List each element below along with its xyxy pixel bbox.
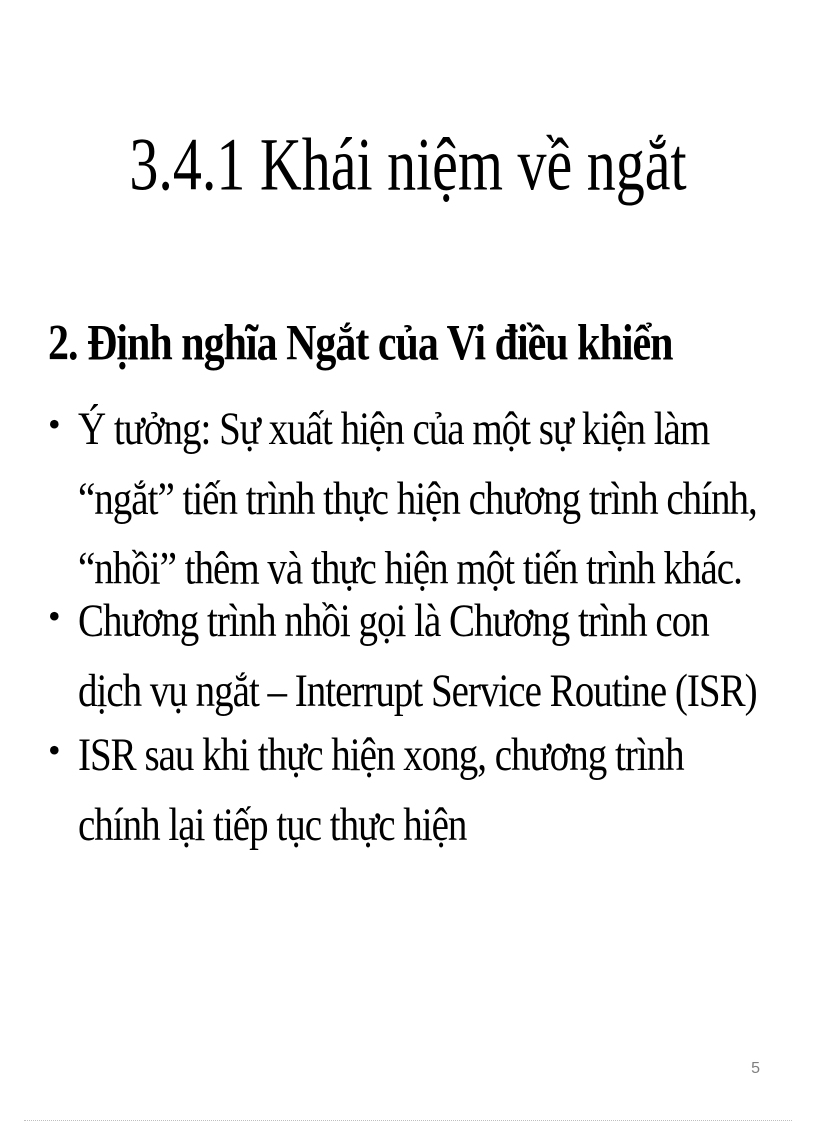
- bullet-list: [48, 395, 788, 855]
- bullet-text: ISR sau khi thực hiện xong, chương trình chính lại tiếp tục thực hiện: [78, 729, 684, 851]
- bottom-divider: [24, 1120, 792, 1121]
- list-item: [48, 587, 788, 717]
- bullet-icon: •: [48, 404, 60, 444]
- bullet-text: Ý tưởng: Sự xuất hiện của một sự kiện làm “ngắt” tiến trình thực hiện chương trình chính, “nhồi” thêm và thực hiện một tiến trình khác.: [78, 403, 757, 595]
- bullet-text: Chương trình nhồi gọi là Chương trình con dịch vụ ngắt – Interrupt Service Routine (ISR): [78, 595, 757, 717]
- list-item: [48, 395, 788, 595]
- page-number: 5: [751, 1060, 760, 1077]
- list-item: [48, 721, 788, 851]
- bullet-icon: •: [48, 596, 60, 636]
- bullet-icon: •: [48, 730, 60, 770]
- slide-title: 3.4.1 Khái niệm về ngắt: [129, 122, 687, 207]
- section-heading: 2. Định nghĩa Ngắt của Vi điều khiển: [48, 316, 673, 372]
